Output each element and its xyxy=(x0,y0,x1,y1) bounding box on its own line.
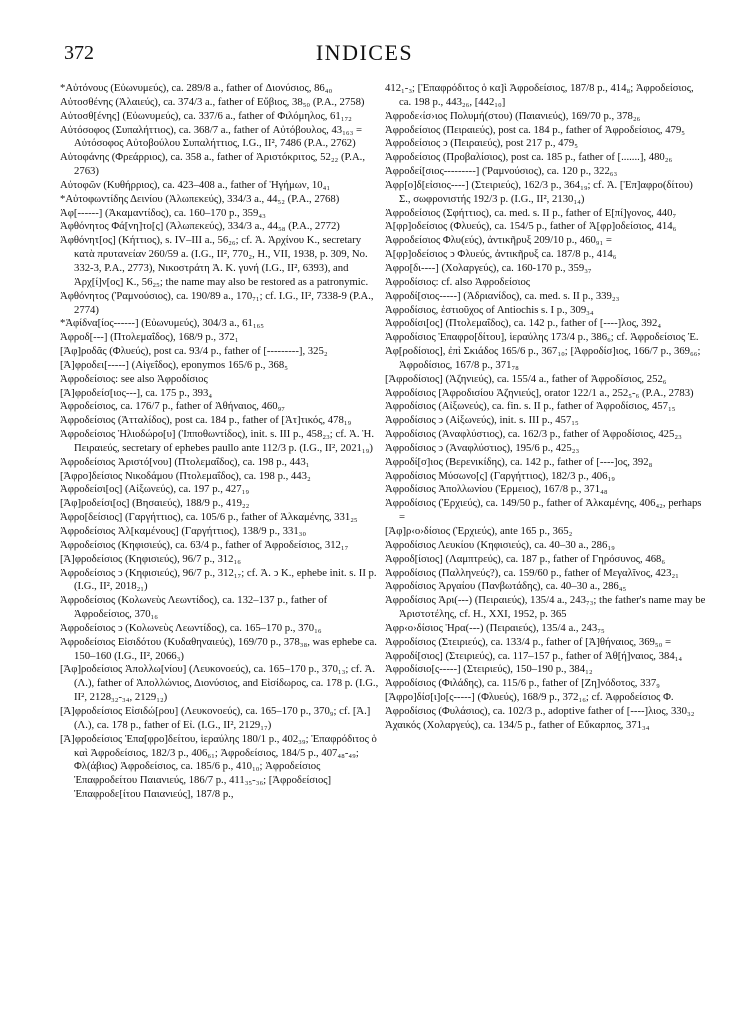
index-entry: Ἀφροδίσιος ↄ (Αἰξωνεύς), init. s. III p., 457₁₅ xyxy=(385,414,579,427)
index-entry: [Ἀφ]ρ‹ο›δίσιος (Ἐρχιεύς), ante 165 p., 365₂ xyxy=(385,525,573,537)
page-title: INDICES xyxy=(315,40,414,65)
index-entry: Ἀφροδίσιος (Παλληνεύς?), ca. 159/60 p., father of Μεγαλῖνος, 423₂₁ xyxy=(385,566,679,579)
index-entry: [Ἀ]φροδείσιος (Κηφισιεύς), 96/7 p., 312₁₆ xyxy=(60,552,241,565)
index-entry: Ἀφροδείσιος Ἡλιοδώρο[υ] (Ἱπποθωντίδος), init. s. III p., 458₂₃; cf. Ἀ. Ἡ. Πειραιεύς, secretary of ephebes paullo ante 112/3 p. (I.G., II², 2021₁₉) xyxy=(60,428,375,454)
page-number: 372 xyxy=(64,42,94,64)
index-entry: Ἀφροδείσιος (Κηφισιεύς), ca. 63/4 p., father of Ἀφροδείσιος, 312₁₇ xyxy=(60,538,349,551)
index-entry: Ἀφροδίσιος: cf. also Ἀφροδείσιος xyxy=(385,275,531,288)
index-entry: Αὐτοφῶν (Κυθήρριος), ca. 423–408 a., father of Ἡγήμων, 10₄₁ xyxy=(60,178,331,191)
index-entry: [Ἀφρο]δείσιος Νικοδάμου (Πτολεμαΐδος), ca. 198 p., 443₂ xyxy=(60,469,311,482)
index-entry: [Ἀ]φροδείσ[ιος---], ca. 175 p., 393₄ xyxy=(60,386,213,399)
index-entry: Ἀφ[------] (Ἀκαμαντίδος), ca. 160–170 p., 359₄₃ xyxy=(60,206,266,219)
index-entry: Ἀφροδ[ίσιος] (Λαμπτρεύς), ca. 187 p., father of Γηρόσυνος, 468₆ xyxy=(385,552,666,565)
index-entry: Ἀφροδίσιος Λευκίου (Κηφισιεύς), ca. 40–30 a., 286₁₉ xyxy=(385,538,615,551)
index-entry: Ἀ[φρ]οδείσιος ↄ Φλυεύς, ἀντικῆρυξ ca. 187/8 p., 414₆ xyxy=(385,248,617,261)
index-entry: Ἀφροδίσιος Ἀργαίου (Πανβωτάδης), ca. 40–30 a., 286₄₅ xyxy=(385,580,627,593)
index-entry: Ἀφροδείσιος Φλυ(εύς), ἀντικῆρυξ 209/10 p., 460₉₁ = xyxy=(385,234,612,247)
index-entry: *Αὐτόνους (Εὐωνυμεύς), ca. 289/8 a., father of Διονύσιος, 86₄₀ xyxy=(60,82,333,94)
index-entry: Ἀφροδείσιος (Ἀτταλίδος), post ca. 184 p., father of [Ἀτ]τικός, 478₁₉ xyxy=(60,414,352,427)
index-entry: *Αὐτοφωντίδης Δεινίου (Ἀλωπεκεύς), 334/3 a., 44₅₂ (P.A., 2768) xyxy=(60,192,340,205)
index-column-left xyxy=(60,82,382,802)
index-entry: Ἀφροδείσιος ↄ (Κηφισιεύς), 96/7 p., 312₁₇; cf. Ἀ. ↄ Κ., ephebe init. s. II p. (I.G., II², 2018₂₁) xyxy=(60,566,377,593)
index-entry: Ἀφροδίσιος Ἀπολλωνίου (Ἑρμειος), 167/8 p., 371₄₈ xyxy=(385,483,608,496)
index-entry: [Ἀ]φροδείσιος Εἰσιδώ[ρου] (Λευκονοεύς), ca. 165–170 p., 370₉; cf. [Ἀ.] (Λ.), ca. 178 p., father of Εἰ. (I.G., II², 2129₁₇) xyxy=(60,704,371,731)
index-entry: Αὐτόσοφος (Συπαλήττιος), ca. 368/7 a., father of Αὐτόβουλος, 43₁₆₃ = Αὐτόσοφος Αὐτοβούλου Συπαλήττιος, I.G., II², 7486 (P.A., 2762) xyxy=(60,123,363,150)
index-entry: *Ἀφίδνα[ίος------] (Εὐωνυμεύς), 304/3 a., 61₁₆₅ xyxy=(60,317,264,330)
index-entry: Ἀφροδείσιος: see also Ἀφροδίσιος xyxy=(60,372,208,385)
index-entry: Ἀφροδίσιος (Στειριεύς), ca. 133/4 p., father of [Ἀ]θήναιος, 369₅₀ = xyxy=(385,635,672,648)
index-entry: Ἀφροδείσιος Ἀριστό[νου] (Πτολεμαΐδος), ca. 198 p., 443₁ xyxy=(60,455,310,468)
index-entry: Ἀφροδ[---] (Πτολεμαΐδος), 168/9 p., 372₁ xyxy=(60,331,239,344)
index-entry: Ἀφροδείσιος (Κολωνεὺς Λεωντίδος), ca. 132–137 p., father of Ἀφροδείσιος, 370₁₆ xyxy=(60,594,328,621)
index-entry: Ἀχαικός (Χολαργεύς), ca. 134/5 p., father of Εὔκαρπος, 371₃₄ xyxy=(385,718,650,731)
index-entry: Ἀφρ‹ο›δίσιος Ἡρα(---) (Πειραιεύς), 135/4 a., 243₇₅ xyxy=(385,621,605,634)
index-entry: [Ἀφ]ροδᾶς (Φλυεύς), post ca. 93/4 p., father of [---------], 325₂ xyxy=(60,345,328,358)
index-entry: Ἀφθόνητ[ος] (Κήττιος), s. IV–III a., 56₂₆; cf. Ἀ. Ἀρχίνου Κ., secretary κατὰ πρυτανείαν 260/59 a. (I.G., II², 770₂, H., VII, 1938, p. 309, No. 332-3, P.A., 2773), Νικοστράτη Ἀ. Κ. γυνή (I.G., II², 6393), and Ἀρχ[ί]ν[ος] Κ., 56₂₅; the name may also be restored as a patronymic. xyxy=(60,234,369,288)
index-entry: Ἀφροδί[σιος-----] (Ἀδριανίδος), ca. med. s. II p., 339₂₃ xyxy=(385,289,620,302)
index-entry: Ἀφροδίσιος, ἑστιοῦχος of Antiochis s. I p., 309₃₄ xyxy=(385,303,594,316)
index-entry: Ἀφ[ροδίσιος], ἐπὶ Σκιάδος 165/6 p., 367₁₀; [Ἀφροδίσ]ιος, 166/7 p., 369₆₆; Ἀφροδίσιος, 167/8 p., 371₇₈ xyxy=(385,345,701,371)
index-entry: Ἀφροδε‹ίσ›ιος Πολυμή(στου) (Παιανιεύς), 169/70 p., 378₂₆ xyxy=(385,109,641,122)
index-entry: Ἀφροδείσιος (Πειραιεύς), post ca. 184 p., father of Ἀφροδείσιος, 479₅ xyxy=(385,123,686,136)
index-entry: Ἀφροδί[σιος] (Στειριεύς), ca. 117–157 p., father of Ἀθ[ή]ναιος, 384₁₄ xyxy=(385,649,683,662)
index-entry: Ἀφροδίσιος Ἐπαφρο[δίτου], ἱεραύλης 173/4 p., 386₆; cf. Ἀφροδείσιος Ἐ. xyxy=(385,331,699,344)
index-entry: Ἀφροδείσιος (Προβαλίσιος), post ca. 185 p., father of [.......], 480₂₆ xyxy=(385,151,673,164)
index-entry: Αὐτοσθ[ένης] (Εὐωνυμεύς), ca. 337/6 a., father of Φιλόμηλος, 61₁₇₂ xyxy=(60,109,352,122)
index-entry: Ἀφροδείσιος Εἰσιδότου (Κυδαθηναιεύς), 169/70 p., 378₃₈, was ephebe ca. 150–160 (I.G., II², 2066₃) xyxy=(60,635,377,662)
index-entry: Ἀφροδίσιος Ἀρι(---) (Πειραιεύς), 135/4 a., 243₇₃; the father's name may be Ἀριστοτέλης, cf. H., XXI, 1952, p. 365 xyxy=(385,594,706,621)
index-entry: Ἀφροδείσιος ↄ (Πειραιεύς), post 217 p., 479₅ xyxy=(385,137,578,150)
index-entry: [Ἀ]φροδει[-----] (Αἰγεΐδος), eponymos 165/6 p., 368₅ xyxy=(60,358,288,371)
index-entry: Ἀφροδί[σ]ιος (Βερενικίδης), ca. 142 p., father of [----]ος, 392₈ xyxy=(385,455,653,468)
index-entry: [Ἀφροδίσιος] (Ἀζηνιεύς), ca. 155/4 a., father of Ἀφροδίσιος, 252₆ xyxy=(385,372,667,385)
index-entry: Ἀφροδίσιος [Ἀφροδισίου Ἀζηνιεύς], orator 122/1 a., 252₅-₆ (P.A., 2783) xyxy=(385,386,694,399)
index-entry: Ἀφρο[δείσιος] (Γαργήττιος), ca. 105/6 p., father of Ἀλκαμένης, 331₂₅ xyxy=(60,511,358,524)
index-entry: Ἀ[φρ]οδείσιος (Φλυεύς), ca. 154/5 p., father of Ἀ[φρ]οδείσιος, 414₆ xyxy=(385,220,677,233)
index-entry: Ἀφροδείσιος (Σφήττιος), ca. med. s. II p., father of Ε[πί]γονος, 440₇ xyxy=(385,206,677,219)
index-entry: Ἀφροδίσιος (Ἀναφλύστιος), ca. 162/3 p., father of Ἀφροδίσιος, 425₂₃ xyxy=(385,428,682,441)
index-entry: Ἀφροδείσιος Ἀλ[καμένους] (Γαργήττιος), 138/9 p., 331₃₀ xyxy=(60,525,307,537)
index-entry: [Ἀφ]ροδείσι[ος] (Βησαιεύς), 188/9 p., 419₂₂ xyxy=(60,497,250,510)
index-entry: Αὐτοσθένης (Ἁλαιεύς), ca. 374/3 a., father of Εὔβιος, 38₅₀ (P.A., 2758) xyxy=(60,95,365,108)
index-entry: Ἀφροδίσιος (Φυλάσιος), ca. 102/3 p., adoptive father of [----]λιος, 330₃₂ xyxy=(385,704,695,717)
index-entry: [Ἀφ]ροδείσιος Ἀπολλω[νίου] (Λευκονοεύς), ca. 165–170 p., 370₁₃; cf. Ἀ. (Λ.), father of Ἀπολλώνιος, Διονύσιος, and Εἰσίδωρος, ca. 178 p. (I.G., II², 2128₃₂-₃₄, 2129₁₂) xyxy=(60,663,379,704)
index-column-right xyxy=(385,82,707,733)
index-entry: Ἀφθόνητος Φά[νη]το[ς] (Ἀλωπεκεύς), 334/3 a., 44₅₈ (P.A., 2772) xyxy=(60,220,340,233)
index-entry: Ἀφροδίσιος (Ἐρχιεύς), ca. 149/50 p., father of Ἀλκαμένης, 406₄₂, perhaps = xyxy=(385,497,702,524)
index-entry: Ἀφροδίσι[ος] (Πτολεμαΐδος), ca. 142 p., father of [----]λος, 392₄ xyxy=(385,317,662,330)
index-entry: Αὐτοφάνης (Φρεάρριος), ca. 358 a., father of Ἀριστόκριτος, 52₂₂ (P.A., 2763) xyxy=(60,151,366,178)
index-entry: Ἀφρο[δι----] (Χολαργεύς), ca. 160-170 p., 359₃₇ xyxy=(385,261,592,274)
index-entry: Ἀφροδείσιος, ca. 176/7 p., father of Ἀθήναιος, 460₉₇ xyxy=(60,400,286,413)
index-entry: Ἀφροδίσιος ↄ (Ἀναφλύστιος), 195/6 p., 425₂₃ xyxy=(385,441,580,454)
index-entry: Ἀφροδίσιο[ς-----] (Στειριεύς), 150–190 p., 384₁₂ xyxy=(385,663,593,676)
index-entry: Ἀφροδίσιος (Αἰξωνεύς), ca. fin. s. II p., father of Ἀφροδίσιος, 457₁₅ xyxy=(385,400,676,413)
index-entry: Ἀφθόνητος (Ῥαμνούσιος), ca. 190/89 a., 170₇₁; cf. I.G., II², 7338-9 (P.A., 2774) xyxy=(60,289,374,316)
index-entry: Ἀφροδείσι[ος] (Αἰξωνεύς), ca. 197 p., 427₁₉ xyxy=(60,483,250,496)
index-entry: [Ἀφρο]δίσ[ι]ο[ς-----] (Φλυεύς), 168/9 p., 372₁₆; cf. Ἀφροδείσιος Φ. xyxy=(385,691,674,704)
index-entry: [Ἀ]φροδείσιος Ἐπα[φρο]δείτου, ἱεραύλης 180/1 p., 402₃₉; Ἐπαφρόδιτος ὁ καὶ Ἀφροδείσιος, 182/3 p., 406₆₁; Ἀφροδείσιος, 184/5 p., 407₄₈-₄₉; Φλ(άβιος) Ἀφροδείσιος, ca. 185/6 p., 410₁₀; Ἀφροδείσιος Ἐπαφροδείτου Παιανιεύς, 186/7 p., 411₃₅-₃₆; [Ἀφροδείσιος] Ἐπαφροδε[ίτου Παιανιεύς], 187/8 p., xyxy=(60,732,377,801)
index-entry: Ἀφροδίσιος (Φιλάδης), ca. 115/6 p., father of [Ζη]νόδοτος, 337₉ xyxy=(385,677,660,690)
index-entry: Ἀφρ[ο]δ[εἰσιος----] (Στειριεύς), 162/3 p., 364₁₉; cf. Ἀ. [Ἐπ]αφρο(δίτου) Σ., σωφρονιστής 192/3 p. (I.G., II², 2130₁₄) xyxy=(385,178,693,205)
index-entry: 412₁-₃; [Ἐπαφρόδιτος ὁ κα]ὶ Ἀφροδείσιος, 187/8 p., 414₈; Ἀφροδείσιος, ca. 198 p., 443₂₆, [442₁₀] xyxy=(385,82,694,108)
index-entry: Ἀφροδεί[σιος---------] (Ῥαμνούσιος), ca. 120 p., 322₆₃ xyxy=(385,165,618,178)
index-entry: Ἀφροδείσιος ↄ (Κολωνεὺς Λεωντίδος), ca. 165–170 p., 370₁₆ xyxy=(60,621,322,634)
index-entry: Ἀφροδίσιος Μύσωνο[ς] (Γαργήττιος), 182/3 p., 406₁₉ xyxy=(385,469,615,482)
